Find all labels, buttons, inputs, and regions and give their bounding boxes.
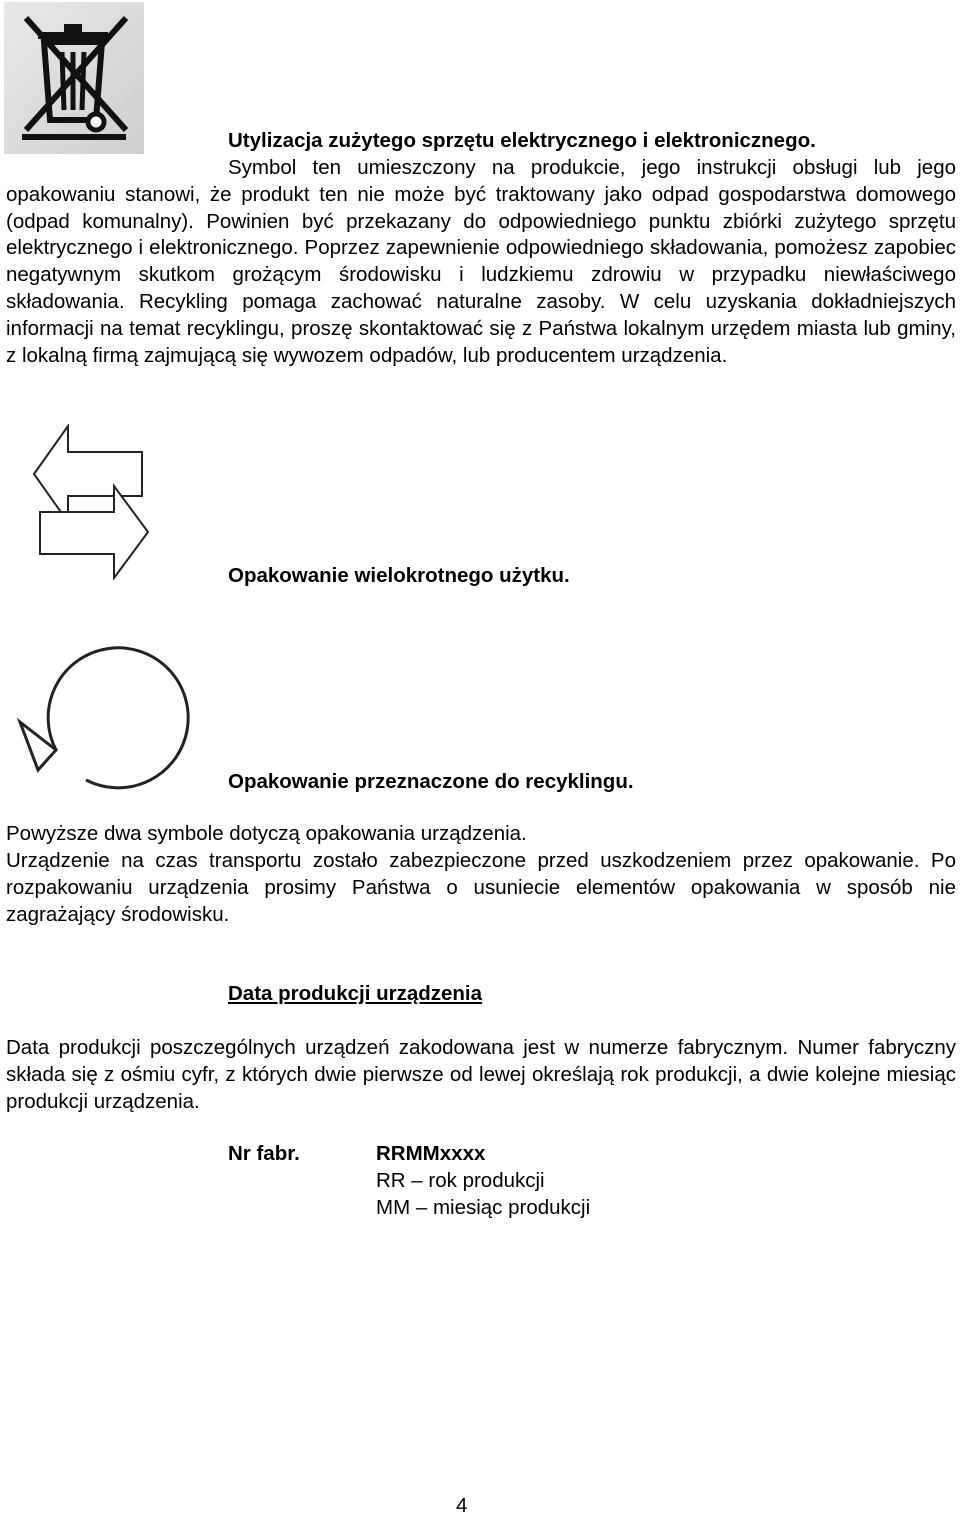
recycling-packaging-label: Opakowanie przeznaczone do recyklingu. [228, 770, 634, 793]
circular-arrow-icon [16, 630, 190, 802]
weee-heading: Utylizacja zużytego sprzętu elektrycznego i elektronicznego. [228, 129, 816, 152]
reusable-packaging-label: Opakowanie wielokrotnego użytku. [228, 564, 570, 587]
weee-body: Symbol ten umieszczony na produkcie, jego instrukcji obsługi lub jego opakowaniu stanowi, że produkt ten nie może być traktowany jako odpad gospodarstwa domowego (odpad komunalny). Powinien być przekazany do odpowiedniego punktu zbiórki zużytego sprzętu elektrycznego i elektronicznego. Poprzez zapewnienie odpowiedniego składowania, pomożesz zapobiec negatywnym skutkom grożącym środowisku i ludzkiemu zdrowiu w przypadku niewłaściwego składowania. Recykling pomaga zachować naturalne zasoby. W celu uzyskania dokładniejszych informacji na temat recyklingu, proszę skontaktować się z Państwa lokalnym urzędem miasta lub gminy, z lokalną firmą zajmującą się wywozem odpadów, lub producentem urządzenia. [6, 156, 956, 367]
serial-legend-item: MM – miesiąc produkcji [376, 1195, 591, 1219]
serial-number-label: Nr fabr. [228, 1142, 300, 1165]
packaging-note-line: Powyższe dwa symbole dotyczą opakowania urządzenia. [6, 822, 527, 845]
production-date-heading: Data produkcji urządzenia [228, 982, 483, 1005]
production-date-body: Data produkcji poszczególnych urządzeń zakodowana jest w numerze fabrycznym. Numer fabryczny składa się z ośmiu cyfr, z których dwie pierwsze od lewej określają rok produkcji, a dwie kolejne miesiąc produkcji urządzenia. [6, 1036, 956, 1113]
serial-number-format: RRMMxxxx [376, 1142, 486, 1165]
serial-legend [376, 1168, 776, 1221]
packaging-note-body: Urządzenie na czas transportu zostało zabezpieczone przed uszkodzeniem przez opakowanie. Po rozpakowaniu urządzenia prosimy Państwa o usuniecie elementów opakowania w sposób nie zagrażający środowisku. [6, 849, 956, 926]
crossed-out-wheelie-bin-icon [4, 2, 144, 154]
page-number: 4 [456, 1494, 468, 1517]
serial-legend-item: RR – rok produkcji [376, 1169, 545, 1192]
double-arrows-icon [30, 424, 152, 580]
